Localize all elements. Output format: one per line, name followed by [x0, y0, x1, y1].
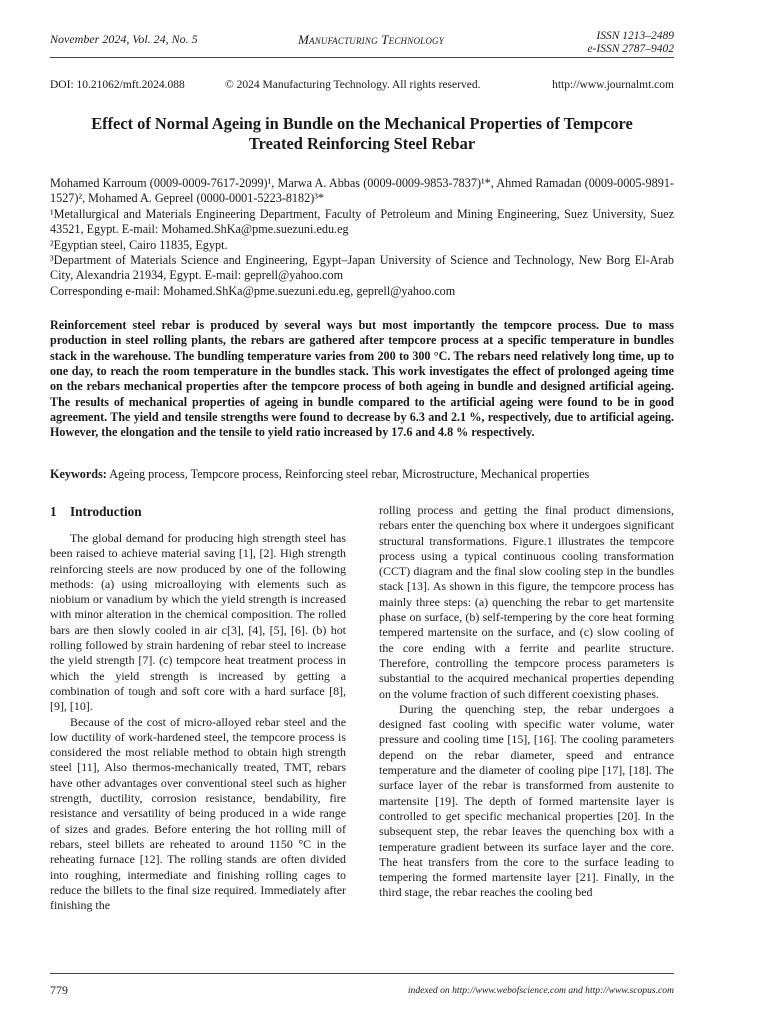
paragraph-1: The global demand for producing high strength steel has been raised to achieve material saving [1], [2]. High strength reinforcing steels are now produced by one of the following methods: (a) using microalloying with elements such as niobium or vanadium by which the yield strength is increased with minor alteration in the chemical composition. The rolled bars are then slowly cooled in air c[3], [4], [5], [6]. (b) hot rolling followed by strain hardening of rebar steel to increase the yield strength [7]. (c) tempcore heat treatment process in which the yield strength is increased by getting a combination of tough and soft core with a hard surface [8], [9], [10]. [50, 531, 346, 714]
affiliation-3: ³Department of Materials Science and Engineering, Egypt–Japan University of Science and Technology, New Borg El-Arab City, Alexandria 21934, Egypt. E-mail: geprell@yahoo.com [50, 253, 674, 283]
author-names: Mohamed Karroum (0009-0009-7617-2099)¹, Marwa A. Abbas (0009-0009-9853-7837)¹*, Ahmed Ramadan (0009-0005-9891-1527)², Mohamed A. Gepreel (0000-0001-5223-8182)³* [50, 176, 674, 206]
journal-url[interactable]: http://www.journalmt.com [552, 79, 674, 91]
paragraph-3: rolling process and getting the final product dimensions, rebars enter the quenching box where it undergoes significant structural transformations. Figure.1 illustrates the tempcore process using a typical continuous cooling transformation (CCT) diagram and the final slow cooling step in the bundles stack [13]. As shown in this figure, the tempcore process has mainly three steps: (a) quenching the rebar to get martensite phase on surface, (b) self-tempering by the core heat forming tempered martensite on the surface, and (c) slow cooling of the core ending with a ferrite and pearlite structure. Therefore, controlling the tempcore process parameters is substantial to the acquired mechanical properties depending on the volume fraction of such different coexisting phases. [379, 503, 674, 701]
section-heading [50, 503, 346, 521]
doi[interactable]: DOI: 10.21062/mft.2024.088 [50, 79, 185, 91]
running-header [50, 30, 674, 64]
journal-name: Manufacturing Technology [298, 32, 444, 47]
issn-block [587, 30, 674, 56]
affiliation-2: ²Egyptian steel, Cairo 11835, Egypt. [50, 237, 228, 252]
title-line-1: Effect of Normal Ageing in Bundle on the Mechanical Properties of Tempcore [91, 114, 633, 133]
author-block [50, 176, 674, 299]
header-rule [50, 57, 674, 58]
paragraph-2: Because of the cost of micro-alloyed rebar steel and the low ductility of work-hardened steel, the tempcore process is considered the most reliable method to obtain high strength steel [11], Also thermos-mechanically treated, TMT, rebars have other advantages over conventional steel such as higher strength, ductility, corrosion resistance, bendability, fire resistance and versatility of being produced in a wide range of sizes and grades. Before entering the hot rolling mill of rebars, steel billets are reheated to around 1150 °C in the reheating furnace [12]. The rolling stands are often divided into roughing, intermediate and finishing rolling cages to reduce the billets to the final size required. Immediately after finishing the [50, 714, 346, 913]
issn: ISSN 1213–2489 [596, 30, 674, 42]
copyright: © 2024 Manufacturing Technology. All rights reserved. [225, 79, 481, 91]
paper-title [50, 114, 674, 154]
affiliation-1: ¹Metallurgical and Materials Engineering Department, Faculty of Petroleum and Mining Engineering, Suez University, Suez 43521, Egypt. E-mail: Mohamed.ShKa@pme.suezuni.edu.eg [50, 206, 674, 237]
column-left [50, 503, 346, 913]
column-right [379, 503, 674, 901]
keywords [50, 467, 674, 482]
indexing-note: indexed on http://www.webofscience.com and http://www.scopus.com [407, 985, 674, 996]
page-number: 779 [50, 983, 68, 997]
eissn: e-ISSN 2787–9402 [587, 43, 674, 55]
section-number: 1 [50, 504, 57, 519]
keywords-label: Keywords: [50, 467, 107, 481]
keywords-text: Ageing process, Tempcore process, Reinforcing steel rebar, Microstructure, Mechanical properties [106, 467, 590, 481]
abstract: Reinforcement steel rebar is produced by several ways but most importantly the tempcore process. Due to mass production in steel rolling plants, the rebars are gathered after tempcore process at a specific temperature in bundles stack in the warehouse. The bundling temperature varies from 200 to 300 °C. The rebars need relatively long time, up to one day, to reach the room temperature in the bundles stack. This work investigates the effect of prolonged ageing time on the rebars mechanical properties after the tempcore process of both ageing in bundle and designed artificial ageing. The results of mechanical properties of ageing in bundle compared to the artificial ageing were found to be in good agreement. The yield and tensile strengths were found to decrease by 6.3 and 2.1 %, respectively, due to artificial ageing. However, the elongation and the tensile to yield ratio increased by 17.6 and 4.8 % respectively. [50, 318, 674, 440]
corresponding-email: Corresponding e-mail: Mohamed.ShKa@pme.suezuni.edu.eg, geprell@yahoo.com [50, 283, 456, 298]
title-line-2: Treated Reinforcing Steel Rebar [248, 134, 476, 153]
section-title: Introduction [70, 504, 142, 519]
paragraph-4: During the quenching step, the rebar undergoes a designed fast cooling with specific water volume, water pressure and cooling time [15], [16]. The cooling parameters depend on the rebar diameter, speed and entrance temperature and the diameter of cooling pipe [17], [18]. The surface layer of the rebar is transformed from austenite to martensite [19]. The depth of formed martensite layer is controlled to get specific mechanical properties [20]. In the subsequent step, the rebar leaves the quenching box with a temperature gradient between its surface layer and the core. The heat transfers from the core to the surface leading to tempering the formed martensite layer [21]. Finally, in the third stage, the rebar reaches the cooling bed [379, 701, 674, 900]
issue-info: November 2024, Vol. 24, No. 5 [50, 32, 198, 46]
footer-rule [50, 973, 674, 974]
